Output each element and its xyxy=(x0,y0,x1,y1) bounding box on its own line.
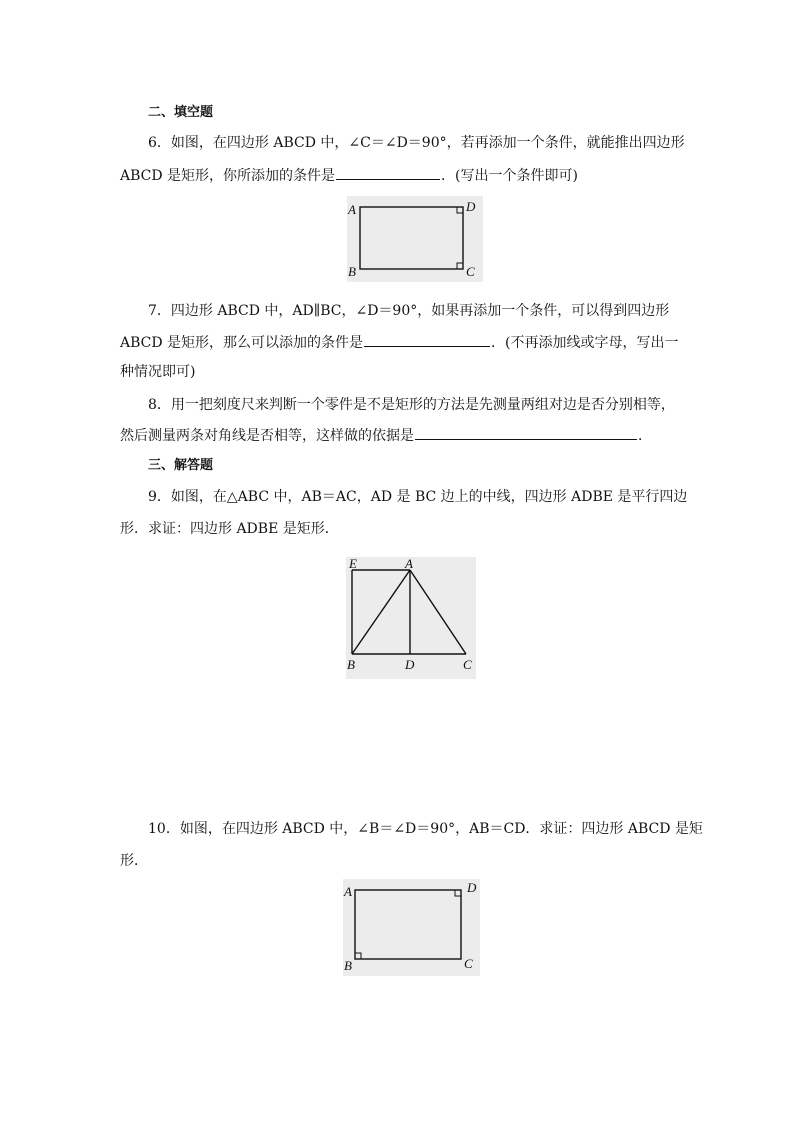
q6-line1: 6．如图，在四边形 ABCD 中，∠C＝∠D＝90°，若再添加一个条件，就能推出四边形 xyxy=(148,135,685,151)
q10-label-b: B xyxy=(344,958,352,973)
q6-figure xyxy=(347,196,483,282)
section-3-heading: 三、解答题 xyxy=(148,458,214,473)
q7-line2-tail: ．(不再添加线或字母，写出一 xyxy=(491,335,679,351)
q6-line2-tail: ．(写出一个条件即可) xyxy=(441,168,578,184)
q7-line2 xyxy=(120,332,679,353)
q9-label-b: B xyxy=(347,657,355,672)
q8-line1: 8．用一把刻度尺来判断一个零件是不是矩形的方法是先测量两组对边是否分别相等， xyxy=(148,397,675,413)
q10-label-c: C xyxy=(464,956,473,971)
q10-label-d: D xyxy=(467,880,477,895)
q10-line2: 形． xyxy=(120,853,148,869)
q9-line1: 9．如图，在△ABC 中，AB＝AC，AD 是 BC 边上的中线，四边形 ADBE 是平行四边 xyxy=(148,489,688,505)
q6-line2 xyxy=(120,165,578,186)
q8-line2-text: 然后测量两条对角线是否相等，这样做的依据是 xyxy=(120,428,414,444)
q8-answer-blank[interactable] xyxy=(415,425,637,440)
q9-label-c: C xyxy=(463,657,472,672)
q7-line3: 种情况即可) xyxy=(120,364,196,380)
q7-answer-blank[interactable] xyxy=(364,332,490,347)
q7-line1: 7．四边形 ABCD 中，AD∥BC，∠D＝90°，如果再添加一个条件，可以得到四边形 xyxy=(148,303,670,319)
q6-line2-text: ABCD 是矩形，你所添加的条件是 xyxy=(120,168,336,184)
q10-line1: 10．如图，在四边形 ABCD 中，∠B＝∠D＝90°，AB＝CD．求证：四边形 ABCD 是矩 xyxy=(148,821,703,837)
q8-line2 xyxy=(120,425,652,446)
q6-label-d: D xyxy=(466,199,476,214)
q9-label-a: A xyxy=(405,557,413,571)
q10-figure xyxy=(343,879,480,976)
q6-label-b: B xyxy=(348,264,356,279)
q8-line2-tail: ． xyxy=(638,428,652,444)
q6-label-a: A xyxy=(348,202,356,217)
q9-line2: 形．求证：四边形 ADBE 是矩形． xyxy=(120,521,339,537)
q6-answer-blank[interactable] xyxy=(336,165,440,180)
q7-line2-text: ABCD 是矩形，那么可以添加的条件是 xyxy=(120,335,364,351)
q9-figure xyxy=(346,557,476,679)
q6-label-c: C xyxy=(466,264,475,279)
q10-label-a: A xyxy=(344,884,352,899)
q9-label-d: D xyxy=(405,657,415,672)
q9-label-e: E xyxy=(349,557,357,571)
section-2-heading: 二、填空题 xyxy=(148,105,214,120)
